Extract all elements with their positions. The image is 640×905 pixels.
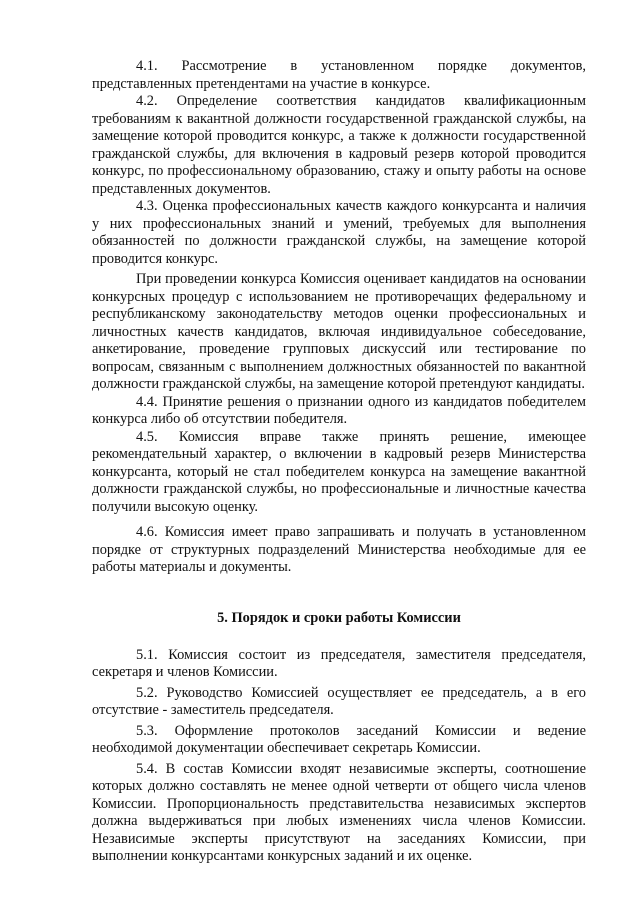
paragraph-4-3-detail: При проведении конкурса Комиссия оценивает кандидатов на основании конкурсных процедур с использованием не противоречащих федеральному и республиканскому законодательству методов оценки профессиональных и личностных качеств кандидатов, включая индивидуальное собеседование, анкетирование, проведение групповых дискуссий или тестирование по вопросам, связанным с выполнением должностных обязанностей по вакантной должности гражданской службы, на замещение которой претендуют кандидаты. [92, 271, 586, 392]
section-title: 5. Порядок и сроки работы Комиссии [217, 609, 461, 626]
paragraph-4-4: 4.4. Принятие решения о признании одного из кандидатов победителем конкурса либо об отсутствии победителя. [92, 393, 586, 427]
paragraph-4-6: 4.6. Комиссия имеет право запрашивать и получать в установленном порядке от структурных подразделений Министерства необходимые для ее работы материалы и документы. [92, 524, 586, 575]
paragraph-5-3: 5.3. Оформление протоколов заседаний Комиссии и ведение необходимой документации обеспечивает секретарь Комиссии. [92, 722, 586, 756]
paragraph-5-1: 5.1. Комиссия состоит из председателя, заместителя председателя, секретаря и членов Комиссии. [92, 646, 586, 680]
paragraph-5-4: 5.4. В состав Комиссии входят независимые эксперты, соотношение которых должно составлять не менее одной четверти от общего числа членов Комиссии. Пропорциональность представительства независимых экспертов должна выдерживаться при любых изменениях числа членов Комиссии. Независимые эксперты присутствуют на заседаниях Комиссии, при выполнении конкурсантами конкурсных заданий и их оценке. [92, 760, 586, 864]
paragraph-5-2: 5.2. Руководство Комиссией осуществляет ее председатель, а в его отсутствие - заместитель председателя. [92, 684, 586, 718]
paragraph-4-3: 4.3. Оценка профессиональных качеств каждого конкурсанта и наличия у них профессиональных знаний и умений, требуемых для выполнения обязанностей по должности гражданской службы, на замещение которой проводится конкурс. [92, 198, 586, 267]
paragraph-4-2: 4.2. Определение соответствия кандидатов квалификационным требованиям к вакантной должности государственной гражданской службы, на замещение которой проводится конкурс, а также к должности государственной гражданской службы, для включения в кадровый резерв которой проводится конкурс, по профессиональному образованию, стажу и опыту работы на основе представленных документов. [92, 93, 586, 197]
paragraph-4-5: 4.5. Комиссия вправе также принять решение, имеющее рекомендательный характер, о включении в кадровый резерв Министерства конкурсанта, который не стал победителем конкурса на замещение вакантной должности гражданской службы, но профессиональные и личностные качества получили высокую оценку. [92, 428, 586, 515]
document-body [92, 58, 586, 866]
paragraph-4-1: 4.1. Рассмотрение в установленном порядке документов, представленных претендентами на участие в конкурсе. [92, 58, 586, 92]
